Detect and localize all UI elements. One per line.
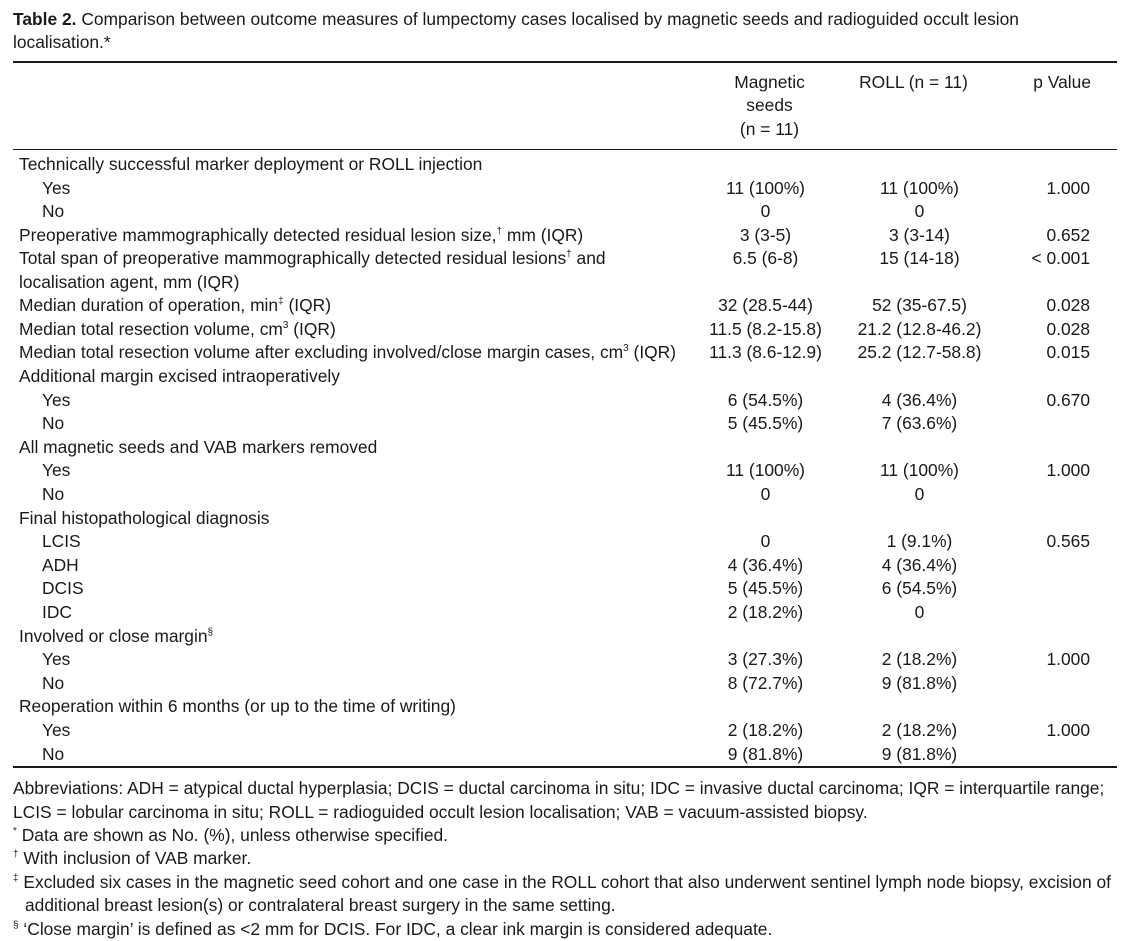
row-label-suffix: mm (IQR)	[502, 224, 584, 245]
cell-p-value: 0.028	[1046, 295, 1090, 316]
cell-magnetic-seeds	[689, 150, 826, 177]
header-magnetic-seeds-line2: (n = 11)	[739, 118, 800, 139]
row-label	[13, 530, 689, 554]
row-label-text: All magnetic seeds and VAB markers removed	[19, 436, 378, 457]
footnote-text: With inclusion of VAB marker.	[18, 848, 252, 869]
cell-p-value: 0.028	[1046, 318, 1090, 339]
row-label-text: Yes	[42, 649, 71, 670]
cell-p-value	[1001, 554, 1117, 578]
row-label	[13, 554, 689, 578]
cell-roll: 2 (18.2%)	[881, 649, 958, 670]
cell-magnetic-seeds	[689, 365, 826, 389]
cell-roll: 52 (35-67.5)	[872, 295, 967, 316]
cell-roll	[826, 365, 1001, 389]
row-label	[13, 294, 689, 318]
row-label-text: Involved or close margin	[19, 625, 208, 646]
cell-roll	[826, 625, 1001, 649]
footnote-mark: †	[13, 849, 19, 861]
cell-roll: 3 (3-14)	[889, 224, 950, 245]
row-label	[13, 436, 689, 460]
cell-roll: 11 (100%)	[880, 177, 959, 198]
cell-p-value	[1001, 507, 1117, 531]
cell-magnetic-seeds: 11.5 (8.2-15.8)	[709, 318, 822, 339]
row-label-text: Final histopathological diagnosis	[19, 507, 270, 528]
row-label-suffix: (IQR)	[283, 295, 331, 316]
footnotes	[13, 824, 1117, 941]
row-label	[13, 625, 689, 649]
table-row	[13, 625, 1117, 649]
table-header-row	[13, 62, 1117, 150]
cell-roll: 4 (36.4%)	[881, 389, 958, 410]
table-row	[13, 530, 1117, 554]
cell-magnetic-seeds: 8 (72.7%)	[727, 672, 804, 693]
footnote-text: ‘Close margin’ is defined as <2 mm for DCIS. For IDC, a clear ink margin is considered adequate.	[18, 918, 773, 939]
row-label	[13, 743, 689, 768]
row-label-text: No	[42, 672, 65, 693]
table-row	[13, 177, 1117, 201]
row-label	[13, 200, 689, 224]
row-label	[13, 672, 689, 696]
table-row	[13, 507, 1117, 531]
cell-roll: 9 (81.8%)	[881, 743, 958, 764]
table-row	[13, 412, 1117, 436]
row-label-footnote-mark: 3	[623, 343, 629, 355]
cell-p-value	[1001, 436, 1117, 460]
cell-magnetic-seeds	[689, 625, 826, 649]
header-p-value: p Value	[1033, 71, 1091, 92]
row-label	[13, 601, 689, 625]
cell-p-value: < 0.001	[1031, 248, 1090, 269]
cell-magnetic-seeds: 11 (100%)	[726, 177, 805, 198]
table-row	[13, 459, 1117, 483]
footnote	[13, 824, 1117, 847]
row-label	[13, 341, 689, 365]
row-label-text: No	[42, 201, 65, 222]
table-row	[13, 648, 1117, 672]
row-label-text: Yes	[42, 389, 71, 410]
row-label-text: DCIS	[42, 578, 84, 599]
table-row	[13, 200, 1117, 224]
row-label	[13, 577, 689, 601]
table-row	[13, 601, 1117, 625]
row-label	[13, 459, 689, 483]
table-row	[13, 318, 1117, 342]
cell-roll: 4 (36.4%)	[881, 554, 958, 575]
cell-p-value: 0.015	[1046, 342, 1090, 363]
row-label-text: Yes	[42, 177, 71, 198]
cell-magnetic-seeds: 6 (54.5%)	[727, 389, 804, 410]
row-label-text: Reoperation within 6 months (or up to the time of writing)	[19, 696, 456, 717]
cell-magnetic-seeds: 5 (45.5%)	[727, 413, 804, 434]
table-row	[13, 554, 1117, 578]
row-label-suffix: and localisation agent, mm (IQR)	[19, 248, 606, 292]
cell-roll: 0	[914, 483, 925, 504]
table-row	[13, 150, 1117, 177]
table-row	[13, 672, 1117, 696]
row-label-text: Additional margin excised intraoperatively	[19, 366, 340, 386]
cell-roll: 6 (54.5%)	[881, 578, 958, 599]
table-row	[13, 743, 1117, 768]
row-label	[13, 150, 689, 177]
cell-p-value	[1001, 150, 1117, 177]
cell-p-value	[1001, 743, 1117, 768]
cell-roll: 15 (14-18)	[879, 248, 960, 269]
cell-magnetic-seeds: 0	[760, 201, 771, 222]
table-row	[13, 365, 1117, 389]
cell-magnetic-seeds: 4 (36.4%)	[727, 554, 804, 575]
row-label-text: Preoperative mammographically detected residual lesion size,	[19, 224, 497, 245]
row-label-text: Median duration of operation, min	[19, 295, 279, 316]
cell-roll: 0	[914, 601, 925, 622]
cell-magnetic-seeds: 0	[760, 483, 771, 504]
row-label-footnote-mark: ‡	[278, 296, 284, 308]
row-label	[13, 224, 689, 248]
row-label	[13, 365, 689, 389]
table-notes	[13, 777, 1117, 941]
cell-magnetic-seeds: 9 (81.8%)	[727, 743, 804, 764]
table-caption-label: Table 2.	[13, 9, 77, 29]
cell-magnetic-seeds: 3 (3-5)	[739, 224, 792, 245]
cell-magnetic-seeds	[689, 695, 826, 719]
outcome-table	[13, 61, 1117, 768]
header-blank	[13, 62, 689, 150]
table-body	[13, 150, 1117, 768]
cell-roll: 9 (81.8%)	[881, 672, 958, 693]
cell-magnetic-seeds: 11 (100%)	[726, 460, 805, 481]
table-row	[13, 294, 1117, 318]
footnote	[13, 847, 1117, 870]
row-label	[13, 648, 689, 672]
row-label	[13, 719, 689, 743]
cell-p-value	[1001, 672, 1117, 696]
row-label	[13, 318, 689, 342]
row-label-text: No	[42, 413, 65, 434]
cell-p-value: 1.000	[1046, 649, 1090, 670]
cell-magnetic-seeds: 11.3 (8.6-12.9)	[709, 342, 822, 363]
footnote	[13, 871, 1117, 918]
row-label-text: IDC	[42, 601, 72, 622]
cell-p-value	[1001, 577, 1117, 601]
table-row	[13, 695, 1117, 719]
cell-magnetic-seeds: 2 (18.2%)	[727, 601, 804, 622]
cell-roll	[826, 150, 1001, 177]
cell-roll: 1 (9.1%)	[886, 531, 953, 552]
cell-roll: 0	[914, 201, 925, 222]
cell-p-value	[1001, 365, 1117, 389]
table-row	[13, 341, 1117, 365]
row-label-footnote-mark: §	[207, 626, 214, 638]
cell-roll: 11 (100%)	[880, 460, 959, 481]
row-label	[13, 389, 689, 413]
cell-p-value: 0.670	[1046, 389, 1090, 410]
row-label	[13, 177, 689, 201]
cell-magnetic-seeds	[689, 436, 826, 460]
row-label-text: Yes	[42, 460, 71, 481]
table-row	[13, 577, 1117, 601]
cell-magnetic-seeds	[689, 507, 826, 531]
row-label-text: ADH	[42, 554, 79, 575]
row-label	[13, 247, 689, 294]
footnote-mark: §	[13, 919, 19, 931]
cell-p-value: 1.000	[1046, 719, 1090, 740]
table-row	[13, 389, 1117, 413]
cell-magnetic-seeds: 3 (27.3%)	[727, 649, 804, 670]
row-label-text: Total span of preoperative mammographically detected residual lesions	[19, 248, 567, 269]
row-label	[13, 507, 689, 531]
cell-roll	[826, 436, 1001, 460]
row-label-text: Technically successful marker deployment or ROLL injection	[19, 154, 483, 175]
header-magnetic-seeds	[689, 62, 826, 150]
row-label	[13, 695, 689, 719]
cell-p-value: 0.652	[1046, 224, 1090, 245]
cell-p-value	[1001, 483, 1117, 507]
cell-roll	[826, 507, 1001, 531]
row-label-text: No	[42, 743, 65, 764]
table-row	[13, 436, 1117, 460]
row-label-suffix: (IQR)	[288, 318, 336, 339]
cell-magnetic-seeds: 0	[760, 531, 771, 552]
row-label-footnote-mark: †	[566, 249, 572, 261]
cell-roll: 21.2 (12.8-46.2)	[857, 318, 982, 339]
cell-p-value	[1001, 200, 1117, 224]
footnote-text: Data are shown as No. (%), unless otherwise specified.	[16, 824, 449, 845]
cell-p-value: 1.000	[1046, 177, 1090, 198]
cell-roll: 2 (18.2%)	[881, 719, 958, 740]
cell-magnetic-seeds: 6.5 (6-8)	[732, 248, 799, 269]
footnote-mark: ‡	[13, 872, 19, 884]
cell-p-value	[1001, 695, 1117, 719]
table-row	[13, 483, 1117, 507]
cell-p-value	[1001, 601, 1117, 625]
header-magnetic-seeds-line1: Magnetic seeds	[734, 71, 805, 116]
row-label-footnote-mark: 3	[282, 320, 289, 332]
cell-magnetic-seeds: 5 (45.5%)	[727, 578, 804, 599]
cell-p-value: 0.565	[1046, 531, 1090, 552]
cell-p-value	[1001, 625, 1117, 649]
table-row	[13, 224, 1117, 248]
row-label-suffix: (IQR)	[628, 342, 677, 363]
row-label-text: Yes	[42, 719, 71, 740]
table-caption-text: Comparison between outcome measures of lumpectomy cases localised by magnetic seeds and radioguided occult lesion localisation.*	[13, 9, 1019, 53]
cell-roll	[826, 695, 1001, 719]
row-label-text: LCIS	[42, 531, 81, 552]
table-row	[13, 719, 1117, 743]
row-label	[13, 412, 689, 436]
row-label-text: Median total resection volume, cm	[19, 318, 283, 339]
cell-roll: 7 (63.6%)	[881, 413, 958, 434]
row-label-text: Median total resection volume after excluding involved/close margin cases, cm	[19, 342, 624, 363]
row-label-footnote-mark: †	[496, 226, 503, 238]
footnote-mark: *	[13, 826, 17, 838]
cell-p-value	[1001, 412, 1117, 436]
footnote	[13, 918, 1117, 941]
row-label	[13, 483, 689, 507]
footnote-text: Excluded six cases in the magnetic seed cohort and one case in the ROLL cohort that also underwent sentinel lymph node biopsy, excision of additional breast lesion(s) or contralateral breast surgery in the same setting.	[18, 871, 1111, 916]
header-roll: ROLL (n = 11)	[859, 71, 968, 92]
row-label-text: No	[42, 483, 65, 504]
cell-p-value: 1.000	[1046, 460, 1090, 481]
cell-magnetic-seeds: 32 (28.5-44)	[718, 295, 813, 316]
cell-roll: 25.2 (12.7-58.8)	[857, 342, 982, 363]
abbreviations-note: Abbreviations: ADH = atypical ductal hyperplasia; DCIS = ductal carcinoma in situ; IDC = invasive ductal carcinoma; IQR = interquartile range; LCIS = lobular carcinoma in situ; ROLL = radioguided occult lesion localisation; VAB = vacuum-assisted biopsy.	[13, 778, 1105, 822]
cell-magnetic-seeds: 2 (18.2%)	[727, 719, 804, 740]
table-caption	[13, 8, 1117, 55]
table-row	[13, 247, 1117, 294]
